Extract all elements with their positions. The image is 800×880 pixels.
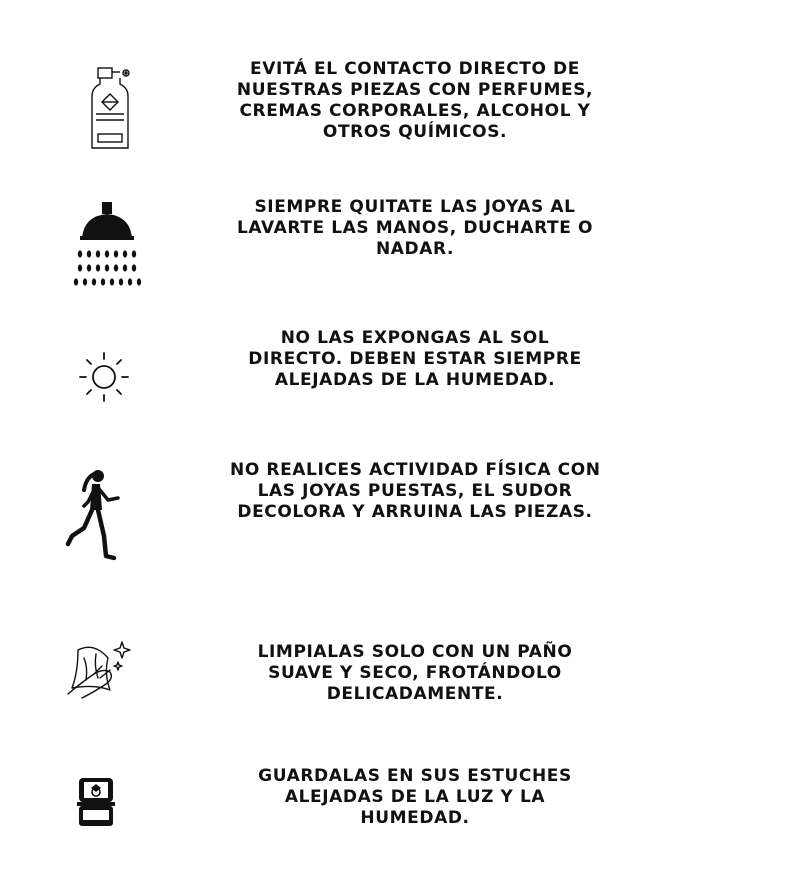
tip-text-exercise — [230, 460, 600, 523]
tip-line: LAS JOYAS PUESTAS, EL SUDOR — [257, 481, 573, 501]
tip-line: NUESTRAS PIEZAS CON PERFUMES, — [236, 80, 594, 100]
tip-line: HUMEDAD. — [360, 808, 470, 828]
tip-line: ALEJADAS DE LA LUZ Y LA — [284, 787, 546, 807]
tip-line: DIRECTO. DEBEN ESTAR SIEMPRE — [248, 349, 582, 369]
tip-line: NO REALICES ACTIVIDAD FÍSICA CON — [230, 460, 601, 480]
tip-text-storage — [230, 766, 600, 829]
tip-line: DELICADAMENTE. — [326, 684, 504, 704]
sun-icon — [76, 349, 132, 405]
tip-text-water — [230, 197, 600, 260]
tip-line: ALEJADAS DE LA HUMEDAD. — [274, 370, 556, 390]
tip-line: NO LAS EXPONGAS AL SOL — [280, 328, 550, 348]
tip-text-cleaning — [230, 642, 600, 705]
tip-line: LAVARTE LAS MANOS, DUCHARTE O — [236, 218, 594, 238]
tip-line: EVITÁ EL CONTACTO DIRECTO DE — [250, 59, 580, 79]
perfume-bottle-icon — [84, 64, 140, 152]
tip-line: CREMAS CORPORALES, ALCOHOL Y — [239, 101, 591, 121]
tip-line: SIEMPRE QUITATE LAS JOYAS AL — [254, 197, 576, 217]
running-woman-icon — [62, 466, 128, 564]
ring-box-icon — [76, 776, 116, 828]
tip-text-sun — [230, 328, 600, 391]
tip-line: GUARDALAS EN SUS ESTUCHES — [258, 766, 572, 786]
tip-text-perfume — [230, 59, 600, 143]
tip-line: LIMPIALAS SOLO CON UN PAÑO — [257, 642, 573, 662]
tip-line: DECOLORA Y ARRUINA LAS PIEZAS. — [237, 502, 593, 522]
shower-icon — [70, 198, 144, 290]
tip-line: SUAVE Y SECO, FROTÁNDOLO — [268, 663, 562, 683]
tip-line: OTROS QUÍMICOS. — [322, 122, 508, 142]
hand-wiping-cloth-icon — [64, 638, 134, 702]
tip-line: NADAR. — [375, 239, 455, 259]
